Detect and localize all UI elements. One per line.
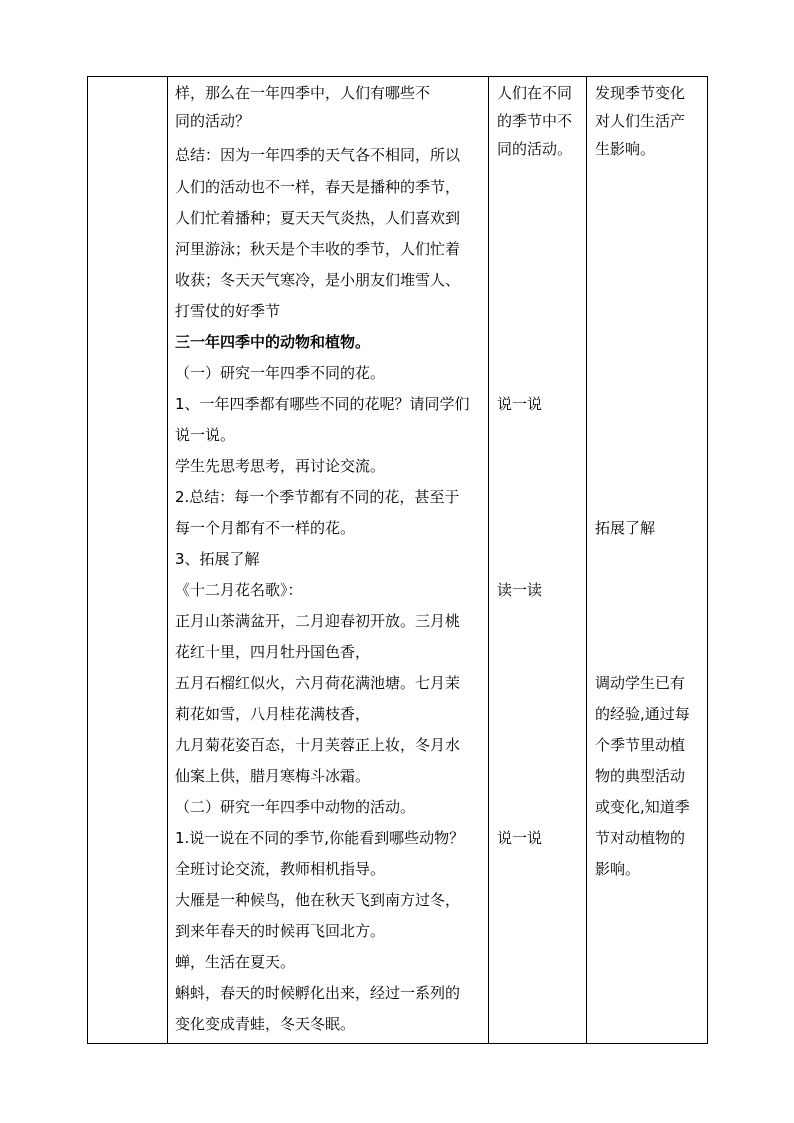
text-line: 说一说。 (175, 426, 236, 444)
text-line: 每一个月都有不一样的花。 (175, 519, 356, 537)
text-line: 花红十里，四月牡丹国色香， (175, 643, 371, 661)
text-line: 仙案上供，腊月寒梅斗冰霜。 (175, 767, 371, 785)
text-line: 的经验,通过每 (595, 705, 690, 723)
text-line: 收获；冬天天气寒冷，是小朋友们堆雪人、 (175, 271, 461, 289)
text-line: 人们忙着播种；夏天天气炎热，人们喜欢到 (175, 209, 461, 227)
design-intent-cell (587, 77, 708, 1044)
text-line: 《十二月花名歌》： (175, 581, 303, 599)
text-line: 同的活动。 (497, 140, 573, 158)
text-line: 正月山茶满盆开，二月迎春初开放。三月桃 (175, 612, 461, 630)
text-line: 莉花如雪，八月桂花满枝香， (175, 705, 371, 723)
text-line: 说一说 (497, 395, 543, 413)
text-line: 全班讨论交流，教师相机指导。 (175, 860, 386, 878)
text-line: 拓展了解 (595, 519, 656, 537)
text-line: 大雁是一种候鸟，他在秋天飞到南方过冬， (175, 891, 461, 909)
teaching-process-cell (168, 77, 489, 1044)
text-line: 总结：因为一年四季的天气各不相同，所以 (175, 146, 461, 164)
text-line: 打雪仗的好季节 (175, 302, 281, 320)
text-line: （二）研究一年四季中动物的活动。 (175, 798, 416, 816)
text-line: 蝉，生活在夏天。 (175, 953, 296, 971)
text-line: 人们的活动也不一样，春天是播种的季节， (175, 178, 461, 196)
text-line: 变化变成青蛙，冬天冬眠。 (175, 1015, 356, 1033)
text-line: 1、一年四季都有哪些不同的花呢？请同学们 (175, 395, 470, 413)
text-line: 河里游泳；秋天是个丰收的季节，人们忙着 (175, 240, 461, 258)
text-line: 人们在不同 (497, 84, 573, 102)
section-column-cell (88, 77, 168, 1044)
text-line: 同的活动？ (175, 112, 251, 130)
text-line: 的季节中不 (497, 112, 573, 130)
text-line: 节对动植物的 (595, 829, 686, 847)
text-line: 样，那么在一年四季中，人们有哪些不 (175, 84, 431, 102)
text-line: 五月石榴红似火，六月荷花满池塘。七月茉 (175, 674, 461, 692)
text-line: 影响。 (595, 860, 641, 878)
text-line: 九月菊花姿百态，十月芙蓉正上妆，冬月水 (175, 736, 461, 754)
lesson-plan-table (87, 76, 708, 1044)
text-line: 物的典型活动 (595, 767, 686, 785)
text-line: 学生先思考思考，再讨论交流。 (175, 457, 386, 475)
student-activity-cell (489, 77, 587, 1044)
text-line: 三一年四季中的动物和植物。 (175, 333, 371, 351)
text-line: 发现季节变化 (595, 84, 686, 102)
text-line: 个季节里动植 (595, 736, 686, 754)
text-line: 调动学生已有 (595, 674, 686, 692)
table-row (88, 77, 708, 1044)
text-line: 2.总结：每一个季节都有不同的花，甚至于 (175, 488, 460, 506)
text-line: 3、拓展了解 (175, 550, 260, 568)
text-line: 读一读 (497, 581, 543, 599)
text-line: 或变化,知道季 (595, 798, 690, 816)
text-line: 说一说 (497, 829, 543, 847)
text-line: （一）研究一年四季不同的花。 (175, 364, 386, 382)
text-line: 对人们生活产 (595, 112, 686, 130)
text-line: 蝌蚪，春天的时候孵化出来，经过一系列的 (175, 984, 461, 1002)
text-line: 到来年春天的时候再飞回北方。 (175, 922, 386, 940)
text-line: 生影响。 (595, 140, 656, 158)
text-line: 1.说一说在不同的季节,你能看到哪些动物？ (175, 829, 465, 847)
